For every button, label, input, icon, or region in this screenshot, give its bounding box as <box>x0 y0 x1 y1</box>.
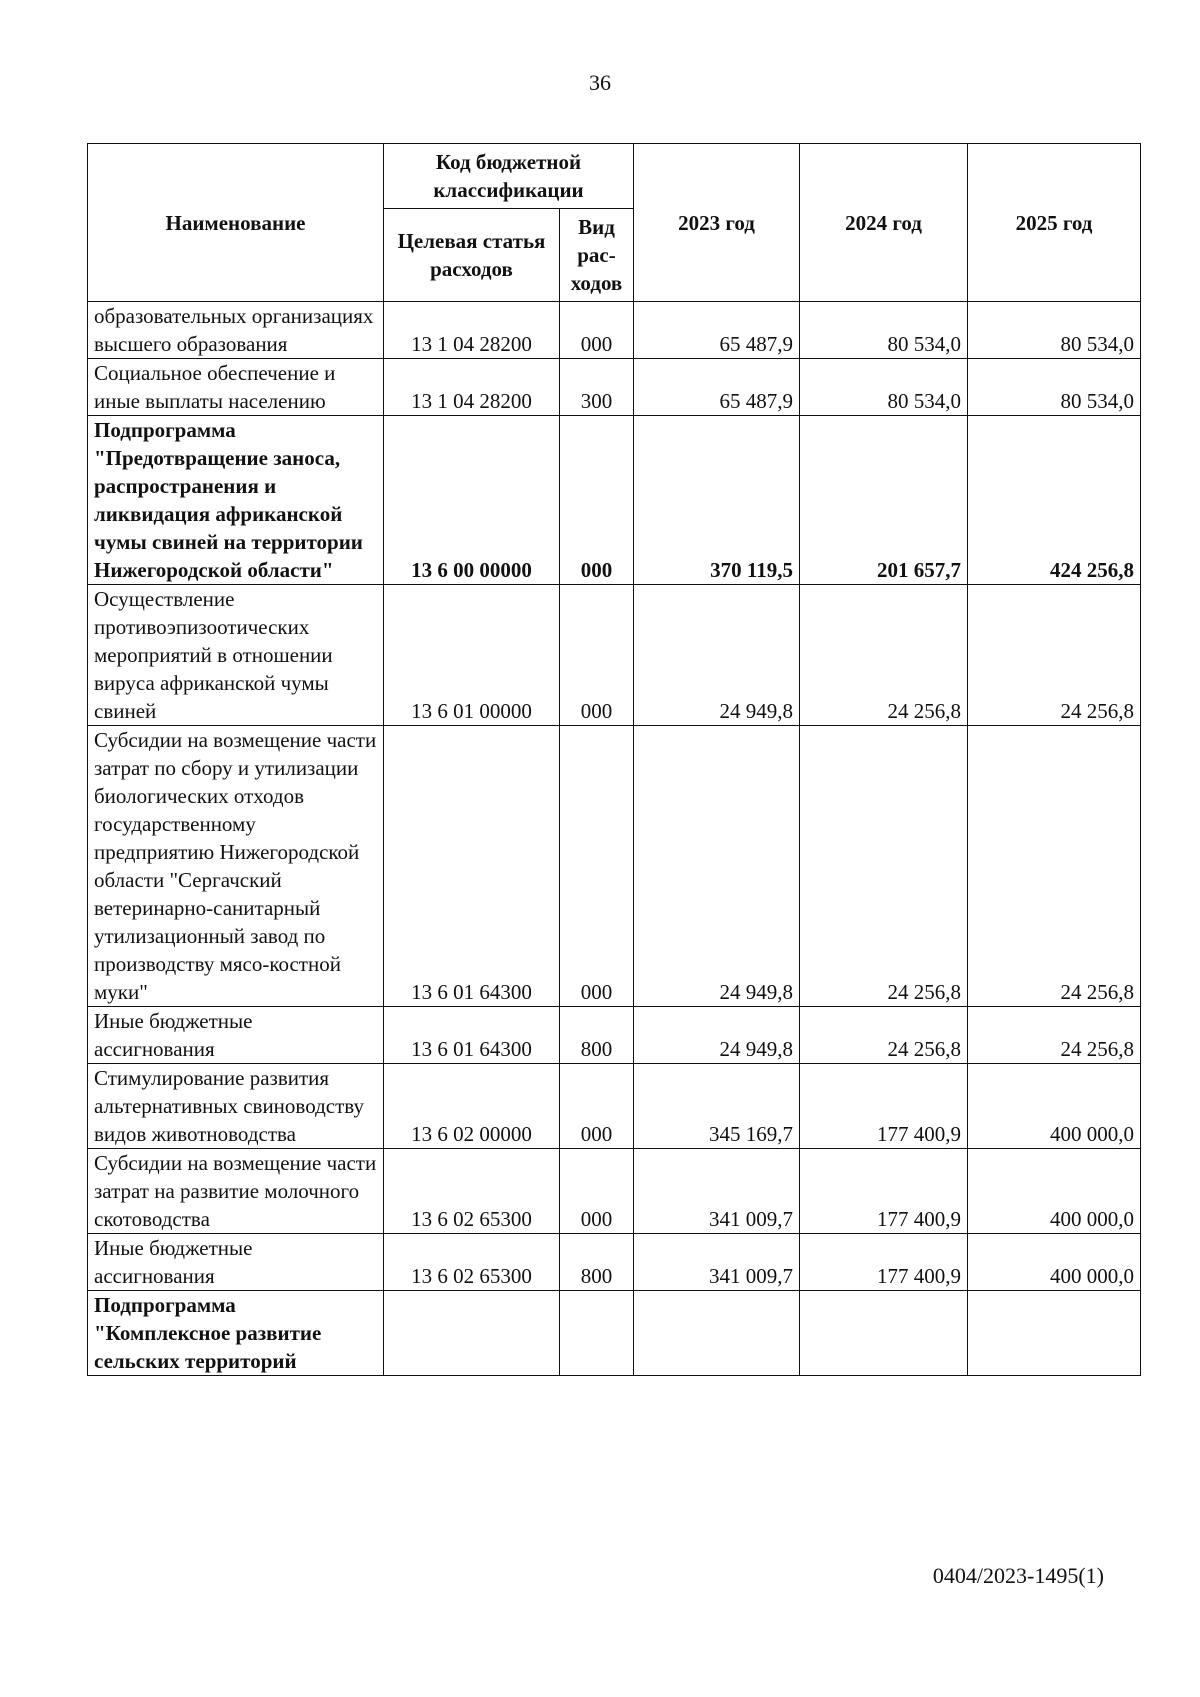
table-row <box>88 359 1141 416</box>
row-target-article <box>384 1291 560 1376</box>
row-name: Осуществление противоэпизоотических мероприятий в отношении вируса африканской чумы свиней <box>88 585 384 726</box>
row-target-article: 13 6 00 00000 <box>384 416 560 585</box>
row-name: Иные бюджетные ассигнования <box>88 1234 384 1291</box>
header-2025: 2025 год <box>968 144 1141 302</box>
budget-table <box>87 143 1141 1376</box>
table-row <box>88 302 1141 359</box>
row-target-article: 13 6 01 00000 <box>384 585 560 726</box>
row-2025: 400 000,0 <box>968 1234 1141 1291</box>
table-row <box>88 1007 1141 1064</box>
header-budget-code: Код бюджетной классификации <box>384 144 634 209</box>
row-2024: 24 256,8 <box>800 1007 968 1064</box>
row-2023: 24 949,8 <box>634 726 800 1007</box>
row-2024: 80 534,0 <box>800 359 968 416</box>
row-2023: 65 487,9 <box>634 359 800 416</box>
row-2025: 400 000,0 <box>968 1149 1141 1234</box>
header-2024: 2024 год <box>800 144 968 302</box>
row-2023 <box>634 1291 800 1376</box>
header-expense-type: Вид рас-ходов <box>560 209 634 302</box>
row-expense-type: 800 <box>560 1234 634 1291</box>
row-name: Подпрограмма "Предотвращение заноса, распространения и ликвидация африканской чумы свиней на территории Нижегородской области" <box>88 416 384 585</box>
row-expense-type: 000 <box>560 726 634 1007</box>
row-name: Подпрограмма "Комплексное развитие сельских территорий <box>88 1291 384 1376</box>
row-expense-type: 000 <box>560 585 634 726</box>
row-2025: 24 256,8 <box>968 726 1141 1007</box>
row-2024: 80 534,0 <box>800 302 968 359</box>
row-2025: 400 000,0 <box>968 1064 1141 1149</box>
row-2025: 80 534,0 <box>968 302 1141 359</box>
row-name: образовательных организациях высшего образования <box>88 302 384 359</box>
row-expense-type: 000 <box>560 1064 634 1149</box>
row-target-article: 13 6 02 65300 <box>384 1234 560 1291</box>
row-2025: 24 256,8 <box>968 1007 1141 1064</box>
row-2024: 177 400,9 <box>800 1149 968 1234</box>
row-target-article: 13 6 02 65300 <box>384 1149 560 1234</box>
row-2023: 24 949,8 <box>634 1007 800 1064</box>
row-expense-type: 000 <box>560 416 634 585</box>
row-target-article: 13 1 04 28200 <box>384 359 560 416</box>
row-2025: 424 256,8 <box>968 416 1141 585</box>
row-2023: 370 119,5 <box>634 416 800 585</box>
table-row <box>88 1291 1141 1376</box>
row-2025 <box>968 1291 1141 1376</box>
row-target-article: 13 6 02 00000 <box>384 1064 560 1149</box>
row-2023: 345 169,7 <box>634 1064 800 1149</box>
table-row <box>88 1149 1141 1234</box>
row-name: Социальное обеспечение и иные выплаты населению <box>88 359 384 416</box>
row-name: Стимулирование развития альтернативных свиноводству видов животноводства <box>88 1064 384 1149</box>
row-target-article: 13 6 01 64300 <box>384 1007 560 1064</box>
row-2023: 24 949,8 <box>634 585 800 726</box>
table-row <box>88 416 1141 585</box>
table-body <box>88 302 1141 1376</box>
table-row <box>88 1064 1141 1149</box>
row-2024 <box>800 1291 968 1376</box>
row-expense-type: 300 <box>560 359 634 416</box>
header-2023: 2023 год <box>634 144 800 302</box>
row-2024: 24 256,8 <box>800 726 968 1007</box>
row-expense-type <box>560 1291 634 1376</box>
table-row <box>88 726 1141 1007</box>
row-expense-type: 800 <box>560 1007 634 1064</box>
row-name: Иные бюджетные ассигнования <box>88 1007 384 1064</box>
row-2024: 201 657,7 <box>800 416 968 585</box>
row-2024: 24 256,8 <box>800 585 968 726</box>
row-expense-type: 000 <box>560 302 634 359</box>
row-2024: 177 400,9 <box>800 1234 968 1291</box>
table-row <box>88 1234 1141 1291</box>
row-name: Субсидии на возмещение части затрат на развитие молочного скотоводства <box>88 1149 384 1234</box>
document-id: 0404/2023-1495(1) <box>932 1563 1104 1588</box>
row-2023: 341 009,7 <box>634 1149 800 1234</box>
row-name: Субсидии на возмещение части затрат по сбору и утилизации биологических отходов государственному предприятию Нижегородской области "Сергачский ветеринарно-санитарный утилизационный завод по производству мясо-костной муки" <box>88 726 384 1007</box>
row-2025: 24 256,8 <box>968 585 1141 726</box>
table-row <box>88 585 1141 726</box>
row-target-article: 13 6 01 64300 <box>384 726 560 1007</box>
row-expense-type: 000 <box>560 1149 634 1234</box>
row-target-article: 13 1 04 28200 <box>384 302 560 359</box>
page-number: 36 <box>589 70 611 95</box>
header-name: Наименование <box>88 144 384 302</box>
row-2024: 177 400,9 <box>800 1064 968 1149</box>
row-2025: 80 534,0 <box>968 359 1141 416</box>
row-2023: 341 009,7 <box>634 1234 800 1291</box>
row-2023: 65 487,9 <box>634 302 800 359</box>
header-target-article: Целевая статья расходов <box>384 209 560 302</box>
